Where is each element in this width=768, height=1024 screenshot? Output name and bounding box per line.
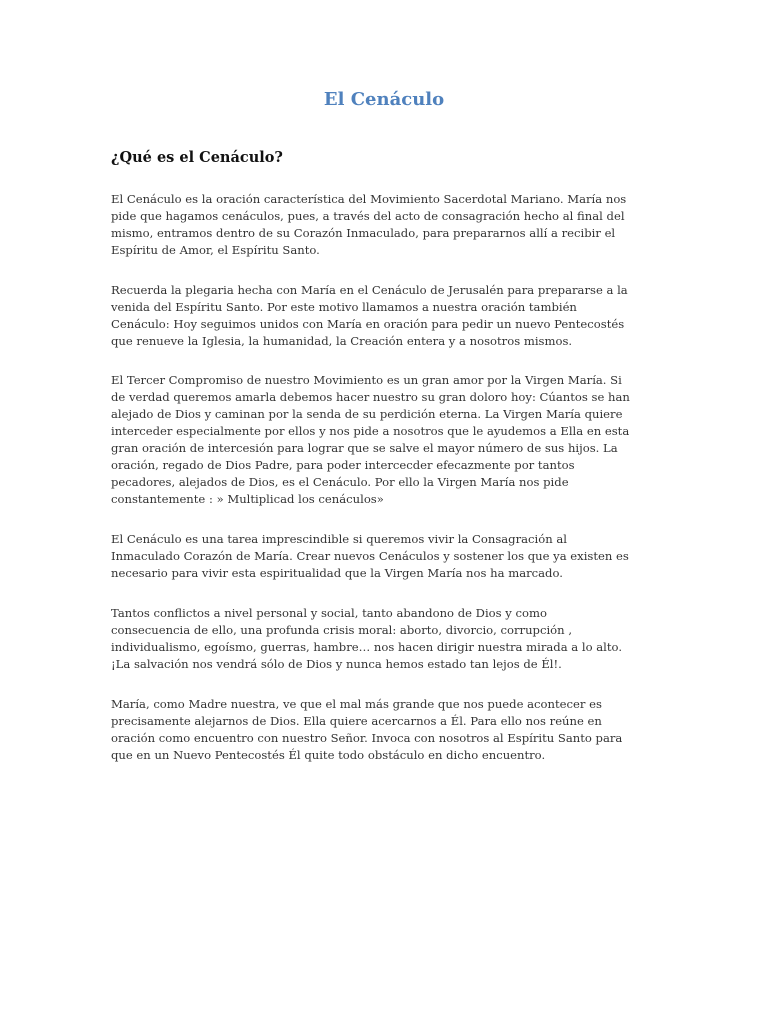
paragraph-line: pide que hagamos cenáculos, pues, a través del acto de consagración hecho al final del bbox=[111, 209, 625, 223]
paragraph-line: precisamente alejarnos de Dios. Ella quiere acercarnos a Él. Para ello nos reúne en bbox=[111, 714, 602, 728]
document-title: El Cenáculo bbox=[323, 89, 445, 110]
paragraph-line: Cenáculo: Hoy seguimos unidos con María en oración para pedir un nuevo Pentecostés bbox=[111, 317, 625, 331]
paragraph-line: Espíritu de Amor, el Espíritu Santo. bbox=[111, 243, 320, 257]
paragraph-line: interceder especialmente por ellos y nos pide a nosotros que le ayudemos a Ella en esta bbox=[111, 424, 630, 438]
paragraph-line: El Tercer Compromiso de nuestro Movimiento es un gran amor por la Virgen María. Si bbox=[111, 373, 622, 387]
paragraph-line: El Cenáculo es la oración característica del Movimiento Sacerdotal Mariano. María nos bbox=[111, 192, 627, 206]
paragraph-line: Inmaculado Corazón de María. Crear nuevos Cenáculos y sostener los que ya existen es bbox=[111, 549, 629, 563]
paragraph-line: Recuerda la plegaria hecha con María en el Cenáculo de Jerusalén para prepararse a la bbox=[111, 283, 628, 297]
paragraph-line: mismo, entramos dentro de su Corazón Inmaculado, para prepararnos allí a recibir el bbox=[111, 226, 616, 240]
paragraph-line: que renueve la Iglesia, la humanidad, la Creación entera y a nosotros mismos. bbox=[111, 334, 573, 348]
paragraph-line: consecuencia de ello, una profunda crisis moral: aborto, divorcio, corrupción , bbox=[111, 623, 572, 637]
paragraph-line: oración, regado de Dios Padre, para poder intercecder efecazmente por tantos bbox=[111, 458, 575, 472]
paragraph-line: El Cenáculo es una tarea imprescindible si queremos vivir la Consagración al bbox=[111, 532, 568, 546]
paragraph-line: oración como encuentro con nuestro Señor. Invoca con nosotros al Espíritu Santo para bbox=[111, 731, 623, 745]
paragraph-line: gran oración de intercesión para lograr que se salve el mayor número de sus hijos. La bbox=[111, 441, 618, 455]
paragraph-line: constantemente : » Multiplicad los cenáculos» bbox=[111, 492, 384, 506]
paragraph-line: pecadores, alejados de Dios, es el Cenáculo. Por ello la Virgen María nos pide bbox=[111, 475, 569, 489]
paragraph-line: alejado de Dios y caminan por la senda de su perdición eterna. La Virgen María quiere bbox=[111, 407, 623, 421]
paragraph-line: venida del Espíritu Santo. Por este motivo llamamos a nuestra oración también bbox=[111, 300, 577, 314]
paragraph-line: que en un Nuevo Pentecostés Él quite todo obstáculo en dicho encuentro. bbox=[111, 748, 546, 762]
paragraph-line: individualismo, egoísmo, guerras, hambre… nos hacen dirigir nuestra mirada a lo alto. bbox=[111, 640, 623, 654]
paragraph-line: necesario para vivir esta espiritualidad que la Virgen María nos ha marcado. bbox=[111, 566, 563, 580]
paragraph-line: ¡La salvación nos vendrá sólo de Dios y nunca hemos estado tan lejos de Él!. bbox=[111, 657, 562, 671]
section-heading: ¿Qué es el Cenáculo? bbox=[111, 149, 283, 166]
paragraph-line: de verdad queremos amarla debemos hacer nuestro su gran doloro hoy: Cúantos se han bbox=[111, 390, 630, 404]
paragraph-line: Tantos conflictos a nivel personal y social, tanto abandono de Dios y como bbox=[111, 606, 547, 620]
paragraph-line: María, como Madre nuestra, ve que el mal más grande que nos puede acontecer es bbox=[111, 697, 602, 711]
